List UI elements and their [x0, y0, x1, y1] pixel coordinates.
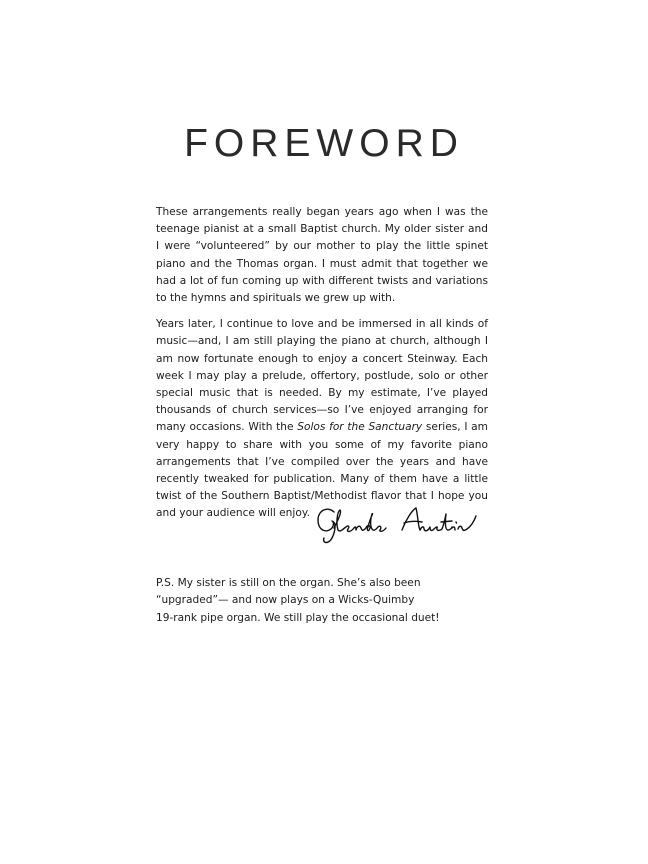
- postscript-line-1: P.S. My sister is still on the organ. She’s also been: [156, 577, 421, 589]
- postscript-line-2: “upgraded”— and now plays on a Wicks-Quimby: [156, 594, 415, 607]
- author-signature: [312, 500, 488, 550]
- series-title: Solos for the Sanctuary: [297, 421, 423, 434]
- paragraph-years-later-start: Years later, I continue to love and be immersed in all kinds of music—and, I am still playing the piano at church, although I am now fortunate enough to enjoy a concert Steinway. Each week I may play a prelude, offertory, postlude, solo or other special music that is needed. By my estimate, I’ve played thousands of church services—so I’ve enjoyed arranging for many occasions. With the: [156, 318, 488, 434]
- paragraph-years-later: [156, 316, 488, 522]
- postscript: [156, 575, 456, 627]
- paragraph-years-later-end: series, I am very happy to share with you some of my favorite piano arrangements that I’ve compiled over the years and have recently tweaked for publication. Many of them have a little twist of the Southern Baptist/Methodist flavor that I hope you and your audience will enjoy.: [156, 421, 488, 520]
- paragraph-intro: These arrangements really began years ago when I was the teenage pianist at a small Baptist church. My older sister and I were “volunteered” by our mother to play the little spinet piano and the Thomas organ. I must admit that together we had a lot of fun coming up with different twists and variations to the hymns and spirituals we grew up with.: [156, 206, 488, 305]
- foreword-body: [156, 204, 488, 532]
- page-title: FOREWORD: [184, 122, 464, 165]
- postscript-line-3: 19-rank pipe organ. We still play the occasional duet!: [156, 611, 440, 624]
